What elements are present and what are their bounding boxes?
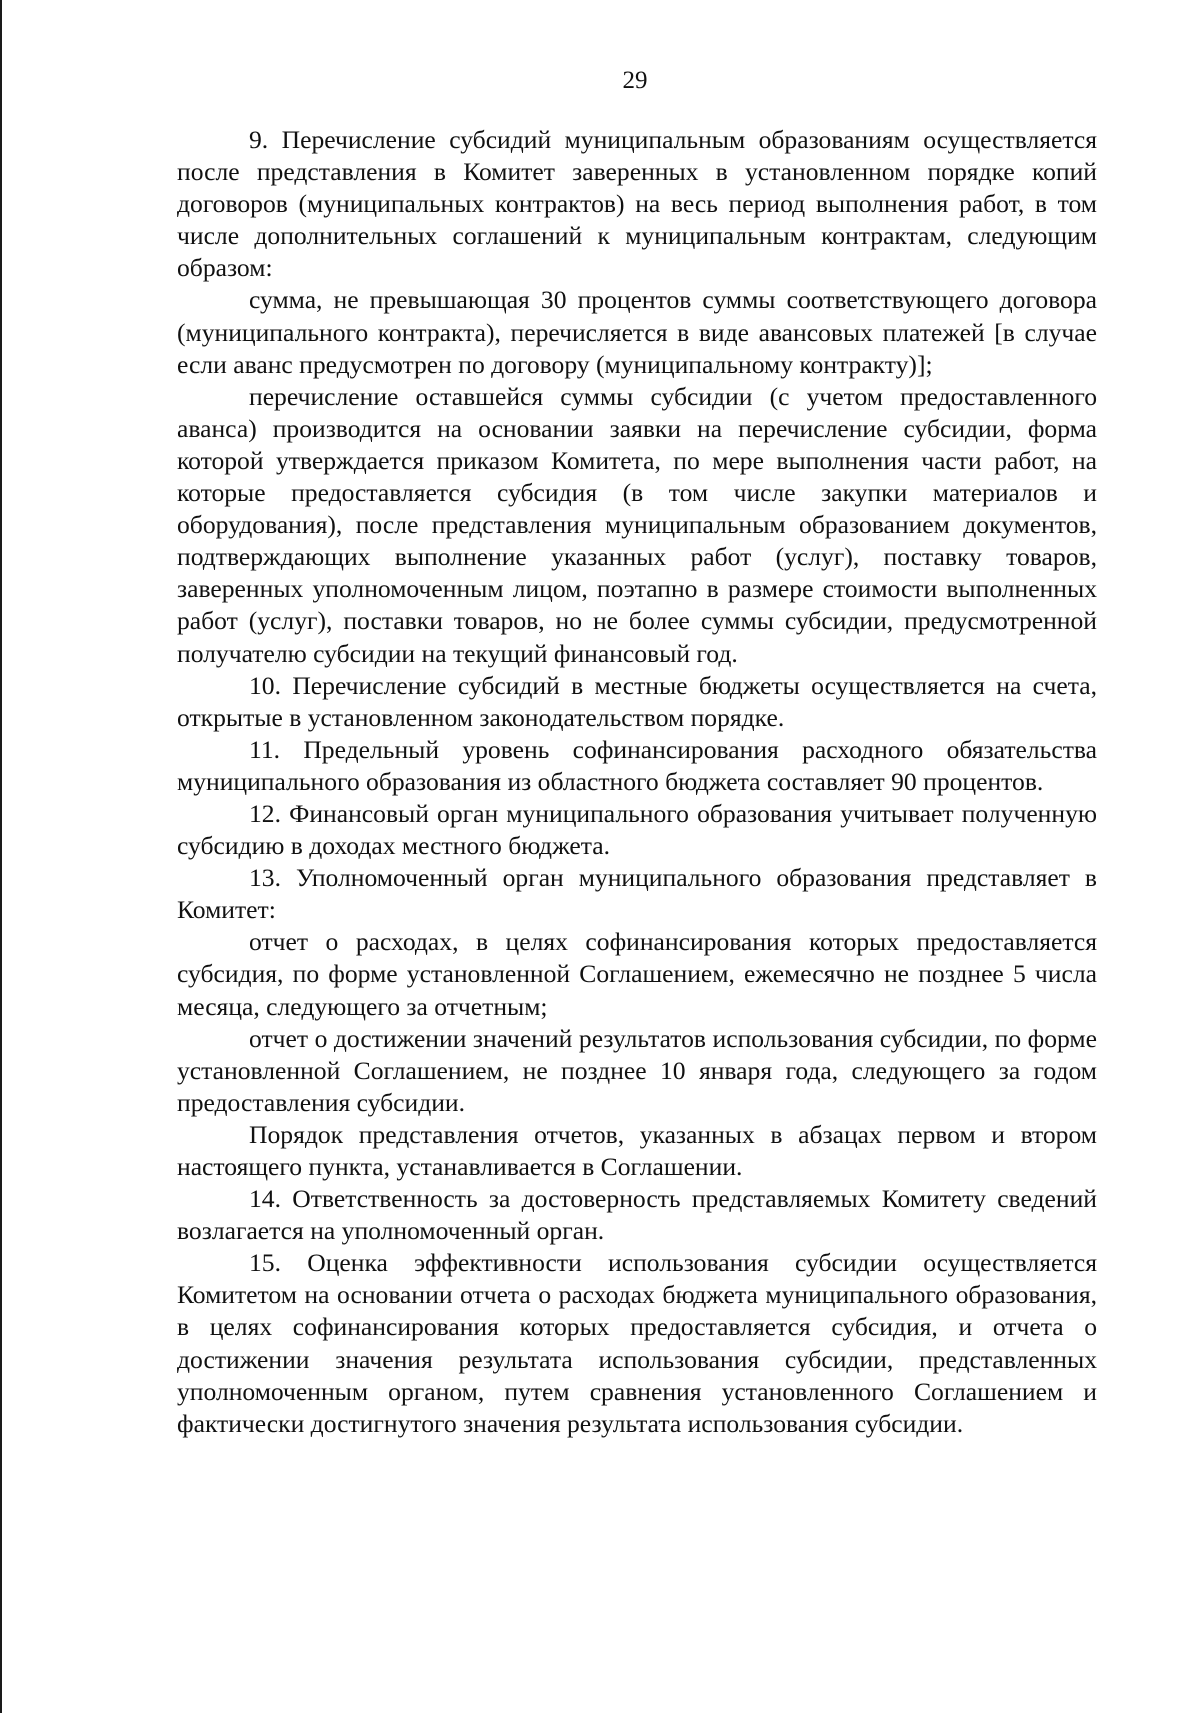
paragraph-9: 9. Перечисление субсидий муниципальным образованиям осуществляется после представления в Комитет заверенных в установленном порядке копий договоров (муниципальных контрактов) на весь период выполнения работ, в том числе дополнительных соглашений к муниципальным контрактам, следующим образом: <box>177 125 1097 283</box>
paragraph-13: 13. Уполномоченный орган муниципального образования представляет в Комитет: <box>177 863 1097 925</box>
paragraph-15: 15. Оценка эффективности использования субсидии осуществляется Комитетом на основании отчета о расходах бюджета муниципального образования, в целях софинансирования которых предоставляется субсидия, и отчета о достижении значения результата использования субсидии, представленных уполномоченным органом, путем сравнения установленного Соглашением и фактически достигнутого значения результата использования субсидии. <box>177 1248 1097 1438</box>
paragraph-13-results-report: отчет о достижении значений результатов использования субсидии, по форме установленной Соглашением, не позднее 10 января года, следующего за годом предоставления субсидии. <box>177 1023 1097 1117</box>
paragraph-9-remainder: перечисление оставшейся суммы субсидии (с учетом предоставленного аванса) производится на основании заявки на перечисление субсидии, форма которой утверждается приказом Комитета, по мере выполнения части работ, на которые предоставляется субсидия (в том числе закупки материалов и оборудования), после представления муниципальным образованием документов, подтверждающих выполнение указанных работ (услуг), поставку товаров, заверенных уполномоченным лицом, поэтапно в размере стоимости выполненных работ (услуг), поставки товаров, но не более суммы субсидии, предусмотренной получателю субсидии на текущий финансовый год. <box>177 381 1097 668</box>
page-number: 29 <box>622 67 648 94</box>
paragraph-9-advance: сумма, не превышающая 30 процентов суммы соответствующего договора (муниципального контракта), перечисляется в виде авансовых платежей [в случае если аванс предусмотрен по договору (муниципальному контракту)]; <box>177 285 1097 379</box>
paragraph-11: 11. Предельный уровень софинансирования расходного обязательства муниципального образования из областного бюджета составляет 90 процентов. <box>177 734 1097 796</box>
paragraph-12: 12. Финансовый орган муниципального образования учитывает полученную субсидию в доходах местного бюджета. <box>177 798 1097 861</box>
paragraph-13-report-procedure: Порядок представления отчетов, указанных в абзацах первом и втором настоящего пункта, устанавливается в Соглашении. <box>177 1119 1097 1181</box>
paragraph-14: 14. Ответственность за достоверность представляемых Комитету сведений возлагается на уполномоченный орган. <box>177 1184 1097 1246</box>
paragraph-13-expense-report: отчет о расходах, в целях софинансирования которых предоставляется субсидия, по форме установленной Соглашением, ежемесячно не позднее 5 числа месяца, следующего за отчетным; <box>177 927 1097 1021</box>
scan-edge-line <box>0 0 2 1713</box>
paragraph-10: 10. Перечисление субсидий в местные бюджеты осуществляется на счета, открытые в установленном законодательством порядке. <box>177 670 1097 732</box>
document-body <box>177 124 1097 1440</box>
